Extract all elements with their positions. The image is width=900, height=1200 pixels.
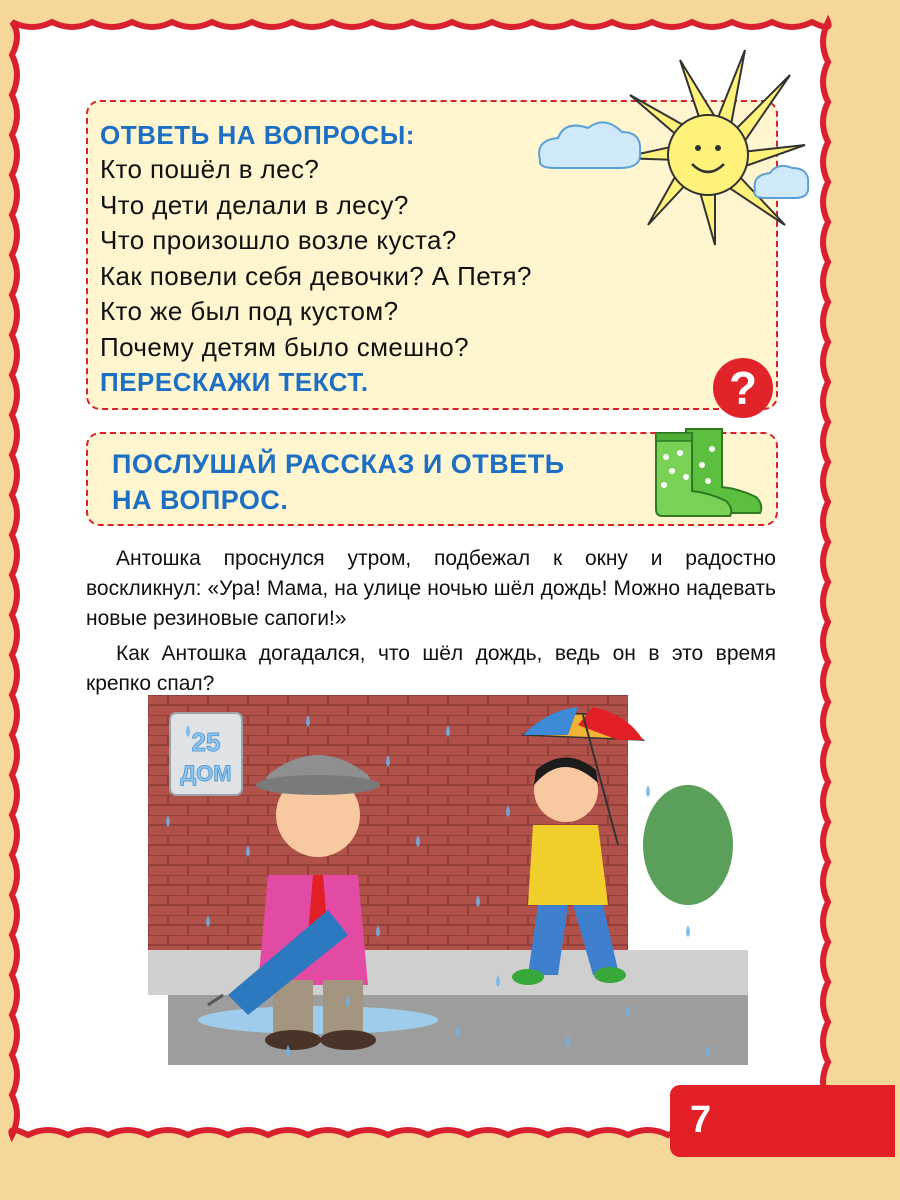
- rubber-boots-icon: [648, 425, 768, 520]
- house-sign-word: ДОМ: [180, 761, 232, 786]
- listen-title-line2: НА ВОПРОС.: [112, 485, 289, 515]
- sun-icon: [530, 40, 810, 260]
- story-question: Как Антошка догадался, что шёл дождь, ведь он в это время крепко спал?: [86, 642, 776, 695]
- cloud-left: [539, 122, 640, 168]
- page-number: 7: [690, 1099, 712, 1141]
- page-number-tab: [670, 1085, 895, 1157]
- house-sign-number: 25: [191, 727, 221, 757]
- listen-title: [112, 446, 632, 518]
- question-line: Почему детям было смешно?: [100, 331, 470, 362]
- question-line: Кто пошёл в лес?: [100, 154, 320, 184]
- rain-illustration: [148, 695, 748, 1075]
- bush: [643, 785, 733, 905]
- question-mark-icon: ?: [713, 358, 773, 418]
- cloud-right: [754, 166, 808, 198]
- question-line: Что произошло возле куста?: [100, 225, 457, 255]
- sun-face: [668, 115, 748, 195]
- questions-text: [100, 118, 532, 399]
- question-line: Кто же был под кустом?: [100, 296, 399, 326]
- questions-title: ОТВЕТЬ НА ВОПРОСЫ:: [100, 120, 415, 150]
- question-line: Как повели себя девочки? А Петя?: [100, 260, 532, 291]
- question-line: Что дети делали в лесу?: [100, 189, 409, 220]
- story-paragraph: Антошка проснулся утром, подбежал к окну и радостно воскликнул: «Ура! Мама, на улице ночью шёл дождь! Можно надевать новые резиновые сапоги!»: [86, 547, 776, 630]
- puddle: [198, 1006, 438, 1034]
- story-text: [86, 544, 776, 699]
- listen-title-line1: ПОСЛУШАЙ РАССКАЗ И ОТВЕТЬ: [112, 449, 565, 479]
- retell-task: ПЕРЕСКАЖИ ТЕКСТ.: [100, 367, 369, 397]
